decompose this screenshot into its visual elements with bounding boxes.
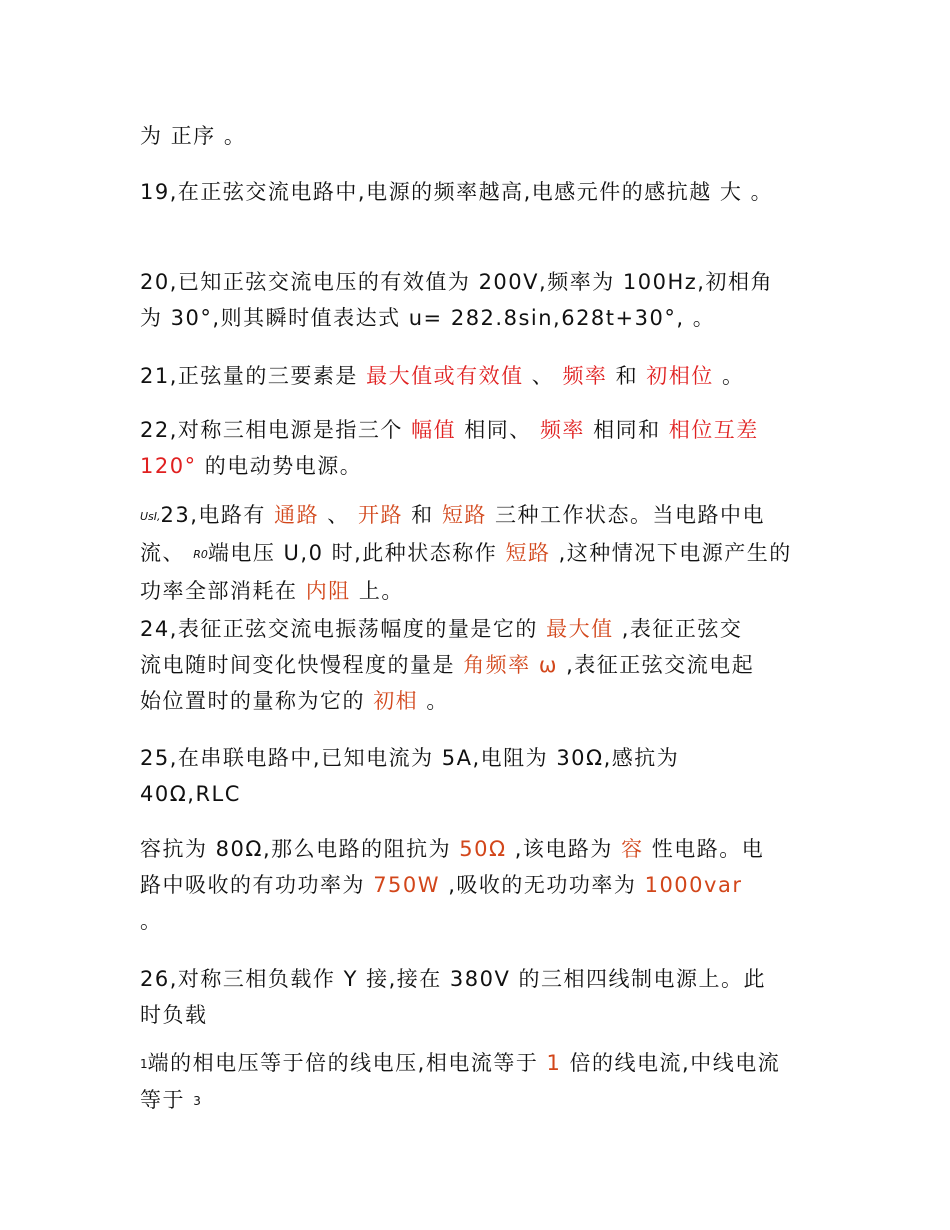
text-line: 为 30°,则其瞬时值表达式 u= 282.8sin,628t+30°, 。 [140,306,716,330]
text-run: 为 [140,124,171,148]
text-line [140,867,820,903]
answer-text: 1 [546,1051,562,1075]
text-run: 24,表征正弦交流电振荡幅度的量是它的 [140,617,547,641]
text-run: 容抗为 80Ω,那么电路的阻抗为 [140,837,460,861]
text-run: 始位置时的量称为它的 [140,689,374,713]
formula-fragment: UsI, [140,510,161,523]
text-run: 上。 [350,579,404,603]
text-run: ,该电路为 [506,837,622,861]
text-run: 的电动势电源。 [196,454,363,478]
text-run: 和 [402,503,442,527]
answer-text: 内阻 [305,579,351,603]
answer-text: 初相 [373,689,419,713]
question-25-continued [140,831,820,939]
answer-text: 通路 [274,503,320,527]
answer-text: 120° [140,454,197,478]
text-run: 。 [215,124,247,148]
text-run: 路中吸收的有功功率为 [140,873,374,897]
text-line: 。 [140,909,163,933]
text-run: 性电路。电 [643,837,765,861]
text-run: ,表征正弦交 [613,617,743,641]
question-22 [140,412,820,484]
question-26-continued [140,1045,820,1119]
text-line: 时负载 [140,1003,208,1027]
text-run: 等于 [140,1088,194,1112]
text-run: 相同、 [456,418,540,442]
answer-text: 开路 [357,503,403,527]
text-run: 流、 [140,541,194,565]
text-run: 相同和 [584,418,669,442]
answer-text: 50Ω [459,837,507,861]
text-line [140,412,820,448]
text-run: 21,正弦量的三要素是 [140,364,367,388]
text-line [140,573,820,609]
text-line [140,683,820,719]
answer-text: 短路 [505,541,551,565]
text-line [140,1082,820,1119]
answer-text: 短路 [441,503,487,527]
answer-text: 幅值 [411,418,457,442]
text-run: 功率全部消耗在 [140,579,306,603]
text-line [140,1045,820,1082]
question-25 [140,740,820,812]
text-line [140,448,820,484]
text-run: ,吸收的无功功率为 [440,873,645,897]
text-line: 25,在串联电路中,已知电流为 5A,电阻为 30Ω,感抗为 [140,746,680,770]
answer-text: 频率 [539,418,585,442]
text-line [140,611,820,647]
text-line: 20,已知正弦交流电压的有效值为 200V,频率为 100Hz,初相角 [140,270,773,294]
text-line [140,358,820,394]
text-run: 正序 [170,124,216,148]
answer-text: 相位互差 [668,418,759,442]
question-24 [140,611,820,719]
answer-text: 初相位 [646,364,714,388]
answer-text: 大 [719,180,743,204]
formula-fragment: 1 [140,1057,148,1071]
text-run: 、 [523,364,563,388]
answer-text: 角频率 ω [463,653,558,677]
text-run: 流电随时间变化快慢程度的量是 [140,653,464,677]
answer-text: 容 [621,837,644,861]
text-line [140,535,820,573]
answer-text: 频率 [562,364,608,388]
text-line [140,647,820,683]
question-21 [140,358,820,394]
text-run: ,表征正弦交流电起 [557,653,755,677]
text-run: 端的相电压等于倍的线电压,相电流等于 [147,1051,547,1075]
text-run: 端电压 U,0 时,此种状态称作 [207,541,506,565]
question-23 [140,497,820,609]
text-run: 倍的线电流,中线电流 [561,1051,781,1075]
text-run: 。 [418,689,449,713]
text-run: 23,电路有 [160,503,275,527]
question-26 [140,961,820,1033]
answer-text: 750W [373,873,441,897]
text-line: 40Ω,RLC [140,782,241,806]
text-run: 、 [319,503,358,527]
question-20 [140,264,820,336]
text-run: 19,在正弦交流电路中,电源的频率越高,电感元件的感抗越 [140,180,720,204]
text-line: 26,对称三相负载作 Y 接,接在 380V 的三相四线制电源上。此 [140,967,767,991]
text-line [140,831,820,867]
text-run: 。 [713,364,745,388]
text-run: 22,对称三相电源是指三个 [140,418,412,442]
text-line [140,174,820,210]
formula-fragment: 3 [193,1094,201,1108]
answer-text: 1000var [644,873,743,897]
question-19 [140,174,820,210]
text-run: 和 [607,364,647,388]
answer-text: 最大值或有效值 [366,364,524,388]
text-line [140,118,820,154]
text-run: 。 [742,180,774,204]
text-line [140,497,820,535]
q18-continuation [140,118,820,154]
answer-text: 最大值 [546,617,614,641]
text-run: 三种工作状态。当电路中电 [486,503,766,527]
formula-fragment: R0 [193,548,208,561]
text-run: ,这种情况下电源产生的 [550,541,792,565]
